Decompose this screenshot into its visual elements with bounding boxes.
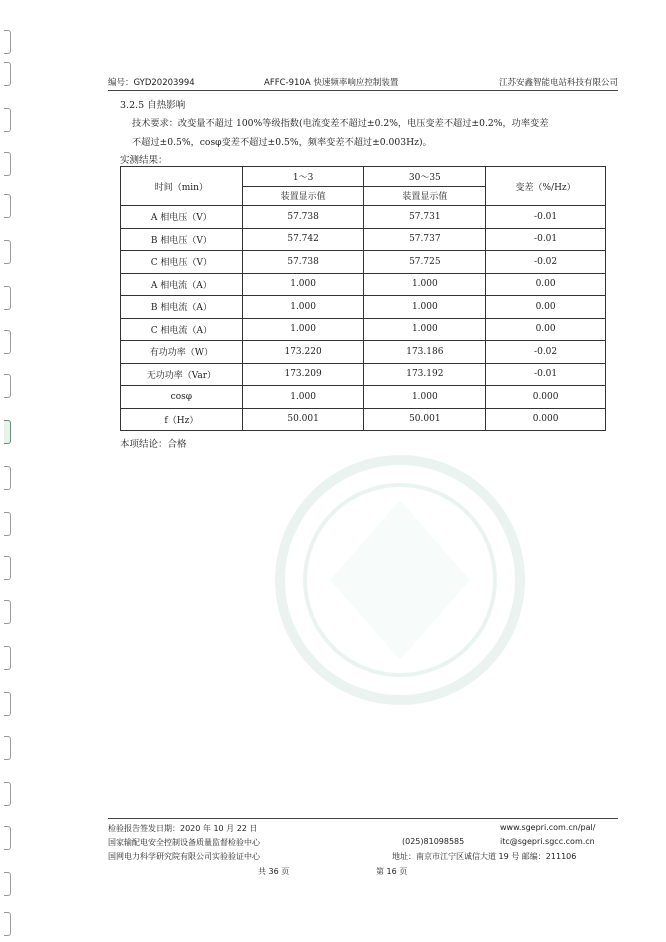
row-label: C 相电压（V）: [121, 251, 243, 274]
sign-date: 检验报告签发日期：2020 年 10 月 22 日: [108, 824, 258, 833]
table-row: [121, 363, 606, 386]
value-period-2: 1.000: [364, 386, 486, 409]
row-label: A 相电压（V）: [121, 206, 243, 229]
value-period-1: 173.209: [242, 363, 364, 386]
row-label: B 相电流（A）: [121, 296, 243, 319]
binding-edge: [4, 0, 16, 942]
subheader-display-1: 装置显示值: [242, 186, 364, 206]
address: 地址：南京市江宁区诚信大道 19 号 邮编：211106: [392, 852, 577, 861]
value-period-2: 57.725: [364, 251, 486, 274]
table-row: [121, 228, 606, 251]
value-period-1: 1.000: [242, 318, 364, 341]
report-number: 编号：GYD20203994: [108, 78, 195, 88]
conclusion: 本项结论：合格: [120, 439, 187, 450]
row-label: 有功功率（W）: [121, 341, 243, 364]
table-row: [121, 206, 606, 229]
section-title: 3.2.5 自热影响: [120, 100, 186, 111]
table-row: [121, 341, 606, 364]
value-period-1: 57.738: [242, 206, 364, 229]
binding-hole: [4, 512, 11, 536]
page-number: 第 16 页: [376, 867, 408, 876]
binding-hole: [4, 240, 11, 264]
binding-hole-highlighted: [4, 420, 11, 444]
company-name: 江苏安鑫智能电站科技有限公司: [498, 78, 618, 88]
binding-hole: [4, 600, 11, 624]
value-period-2: 1.000: [364, 318, 486, 341]
row-label: C 相电流（A）: [121, 318, 243, 341]
table-row: [121, 296, 606, 319]
binding-hole: [4, 556, 11, 580]
value-period-2: 57.731: [364, 206, 486, 229]
binding-hole: [4, 374, 11, 398]
results-label: 实测结果：: [120, 155, 168, 166]
subheader-display-2: 装置显示值: [364, 186, 486, 206]
binding-hole: [4, 872, 11, 896]
header-period-1: 1～3: [242, 167, 364, 187]
value-period-2: 173.192: [364, 363, 486, 386]
requirement-line-1: 技术要求：改变量不超过 100%等级指数(电流变差不超过±0.2%，电压变差不超过±0.2%，功率变差: [132, 118, 549, 129]
website: www.sgepri.com.cn/pal/: [500, 823, 596, 832]
value-difference: 0.00: [486, 296, 606, 319]
value-difference: -0.02: [486, 251, 606, 274]
binding-hole: [4, 30, 11, 54]
row-label: f（Hz）: [121, 408, 243, 431]
binding-hole: [4, 912, 11, 936]
binding-hole: [4, 286, 11, 310]
binding-hole: [4, 466, 11, 490]
value-period-2: 1.000: [364, 273, 486, 296]
table-row: [121, 408, 606, 431]
binding-hole: [4, 826, 11, 850]
header-period-2: 30～35: [364, 167, 486, 187]
header-difference: 变差（%/Hz）: [486, 167, 606, 206]
value-period-2: 173.186: [364, 341, 486, 364]
binding-hole: [4, 782, 11, 806]
binding-hole: [4, 330, 11, 354]
footer-rule: [108, 818, 618, 819]
value-difference: 0.000: [486, 408, 606, 431]
value-period-1: 173.220: [242, 341, 364, 364]
value-period-1: 1.000: [242, 386, 364, 409]
binding-hole: [4, 152, 11, 176]
row-label: A 相电流（A）: [121, 273, 243, 296]
binding-hole: [4, 108, 11, 132]
value-period-1: 1.000: [242, 273, 364, 296]
results-table: [120, 166, 606, 431]
value-period-1: 50.001: [242, 408, 364, 431]
row-label: B 相电压（V）: [121, 228, 243, 251]
table-row: [121, 386, 606, 409]
center-name-1: 国家输配电安全控制设备质量监督检验中心: [108, 838, 260, 847]
value-difference: -0.01: [486, 363, 606, 386]
page-header: [108, 76, 618, 90]
value-period-1: 1.000: [242, 296, 364, 319]
table-row: [121, 251, 606, 274]
row-label: cosφ: [121, 386, 243, 409]
table-row: [121, 318, 606, 341]
email: itc@sgepri.sgcc.com.cn: [500, 837, 595, 846]
value-difference: 0.00: [486, 318, 606, 341]
header-rule: [108, 90, 618, 91]
device-name: AFFC-910A 快速频率响应控制装置: [264, 78, 399, 88]
requirement-line-2: 不超过±0.5%，cosφ变差不超过±0.5%，频率变差不超过±0.003Hz)。: [132, 137, 432, 148]
header-time: 时间（min）: [121, 167, 243, 206]
table-row: [121, 273, 606, 296]
value-difference: -0.02: [486, 341, 606, 364]
binding-hole: [4, 692, 11, 716]
total-pages: 共 36 页: [258, 867, 290, 876]
center-name-2: 国网电力科学研究院有限公司实验验证中心: [108, 852, 260, 861]
watermark-seal: [270, 430, 530, 730]
binding-hole: [4, 62, 11, 86]
binding-hole: [4, 736, 11, 760]
value-period-1: 57.742: [242, 228, 364, 251]
value-difference: -0.01: [486, 228, 606, 251]
phone: (025)81098585: [402, 837, 465, 846]
value-period-1: 57.738: [242, 251, 364, 274]
value-period-2: 57.737: [364, 228, 486, 251]
value-difference: -0.01: [486, 206, 606, 229]
binding-hole: [4, 194, 11, 218]
value-difference: 0.00: [486, 273, 606, 296]
value-difference: 0.000: [486, 386, 606, 409]
binding-hole: [4, 646, 11, 670]
row-label: 无功功率（Var）: [121, 363, 243, 386]
value-period-2: 50.001: [364, 408, 486, 431]
value-period-2: 1.000: [364, 296, 486, 319]
table-header-row: [121, 167, 606, 187]
